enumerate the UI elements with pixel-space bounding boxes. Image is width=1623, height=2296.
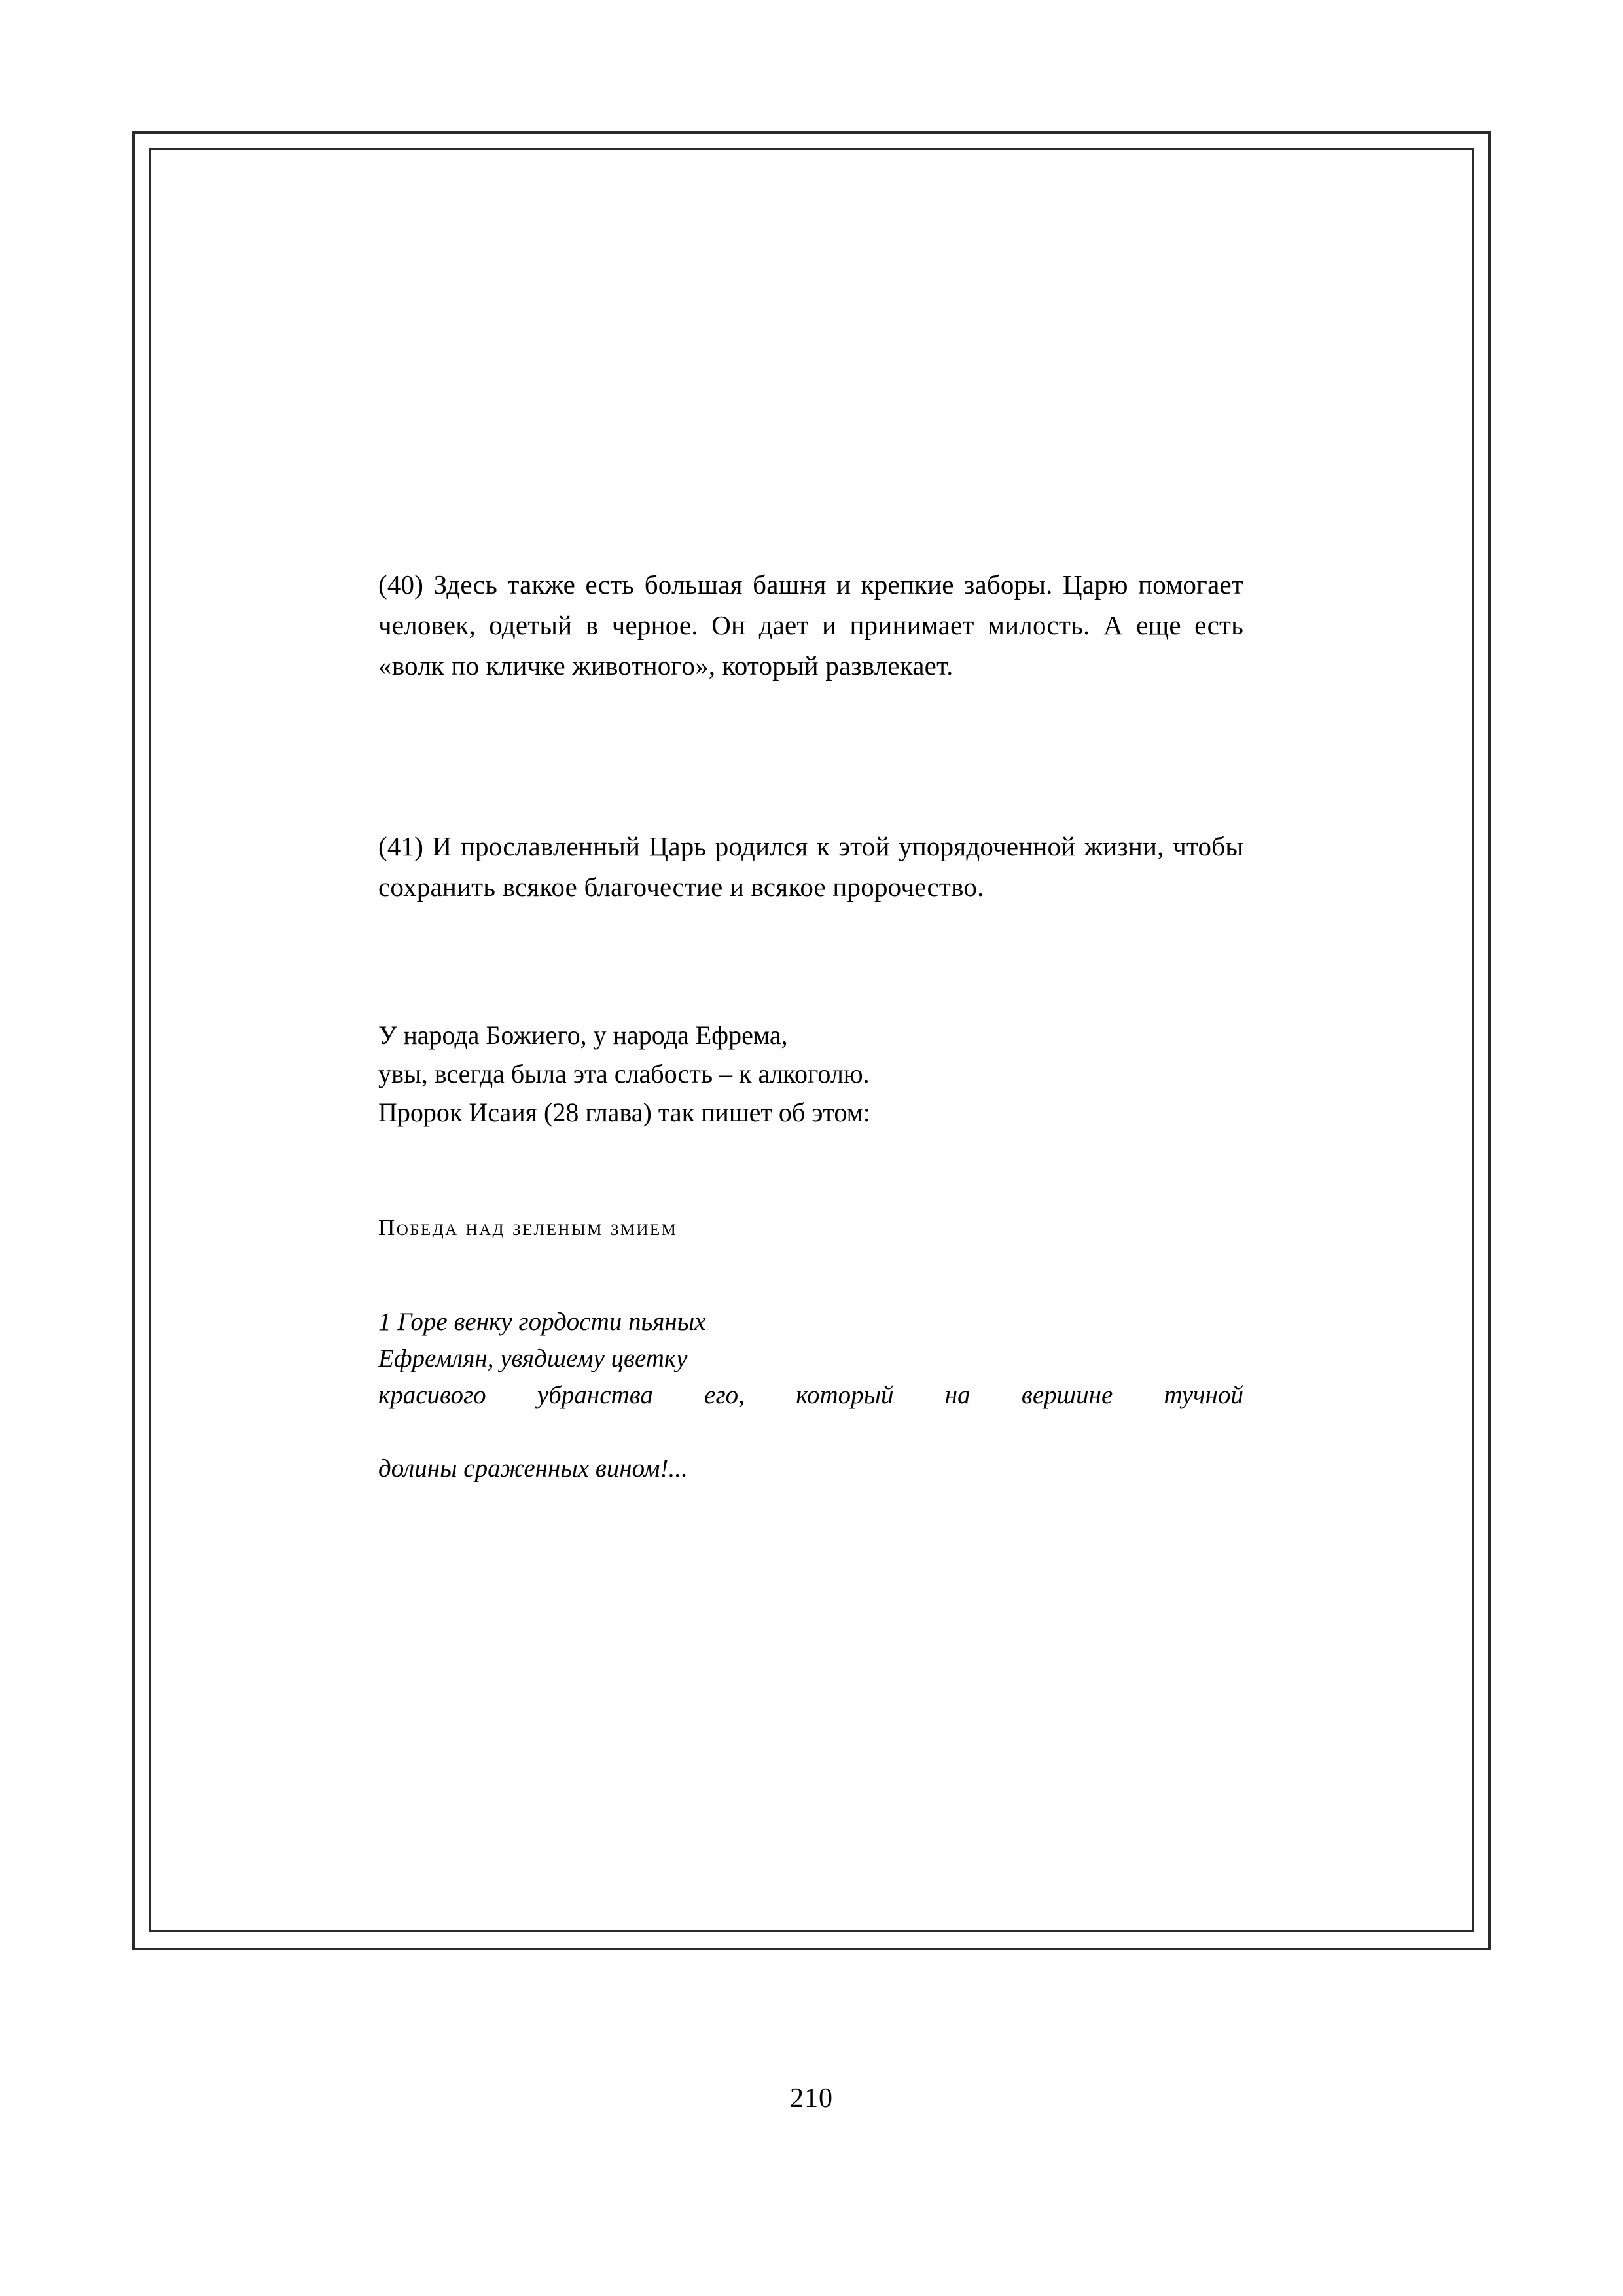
paragraph-41: (41) И прославленный Царь родился к этой упорядоченной жизни, чтобы сохранить всякое благочестие и всякое пророчество.: [378, 831, 1243, 902]
verse-block: [378, 1304, 1243, 1487]
lead-in-line-2: увы, всегда была эта слабость – к алкоголю.: [378, 1059, 870, 1088]
verse-line-1: [378, 1304, 1243, 1340]
verse-line-3: красивого убранства его, который на вершине тучной: [378, 1381, 1243, 1409]
lead-in-line-3: Пророк Исаия (28 глава) так пишет об этом:: [378, 1098, 870, 1127]
section-heading: Победа над зеленым змием: [378, 1215, 678, 1240]
page-number: 210: [790, 2083, 833, 2113]
lead-in-line-1: У народа Божиего, у народа Ефрема,: [378, 1020, 788, 1050]
verse-line-4: долины сраженных вином!...: [378, 1454, 688, 1482]
paragraph-40: (40) Здесь также есть большая башня и крепкие заборы. Царю помогает человек, одетый в черное. Он дает и принимает милость. А еще есть «волк по кличке животного», который развлекает.: [378, 569, 1243, 681]
verse-line-2: Ефремлян, увядшему цветку: [378, 1344, 688, 1372]
verse-line-1-text: Горе венку гордости пьяных: [397, 1308, 706, 1336]
verse-number: 1: [378, 1308, 391, 1336]
lead-in-block: [378, 1016, 1243, 1132]
